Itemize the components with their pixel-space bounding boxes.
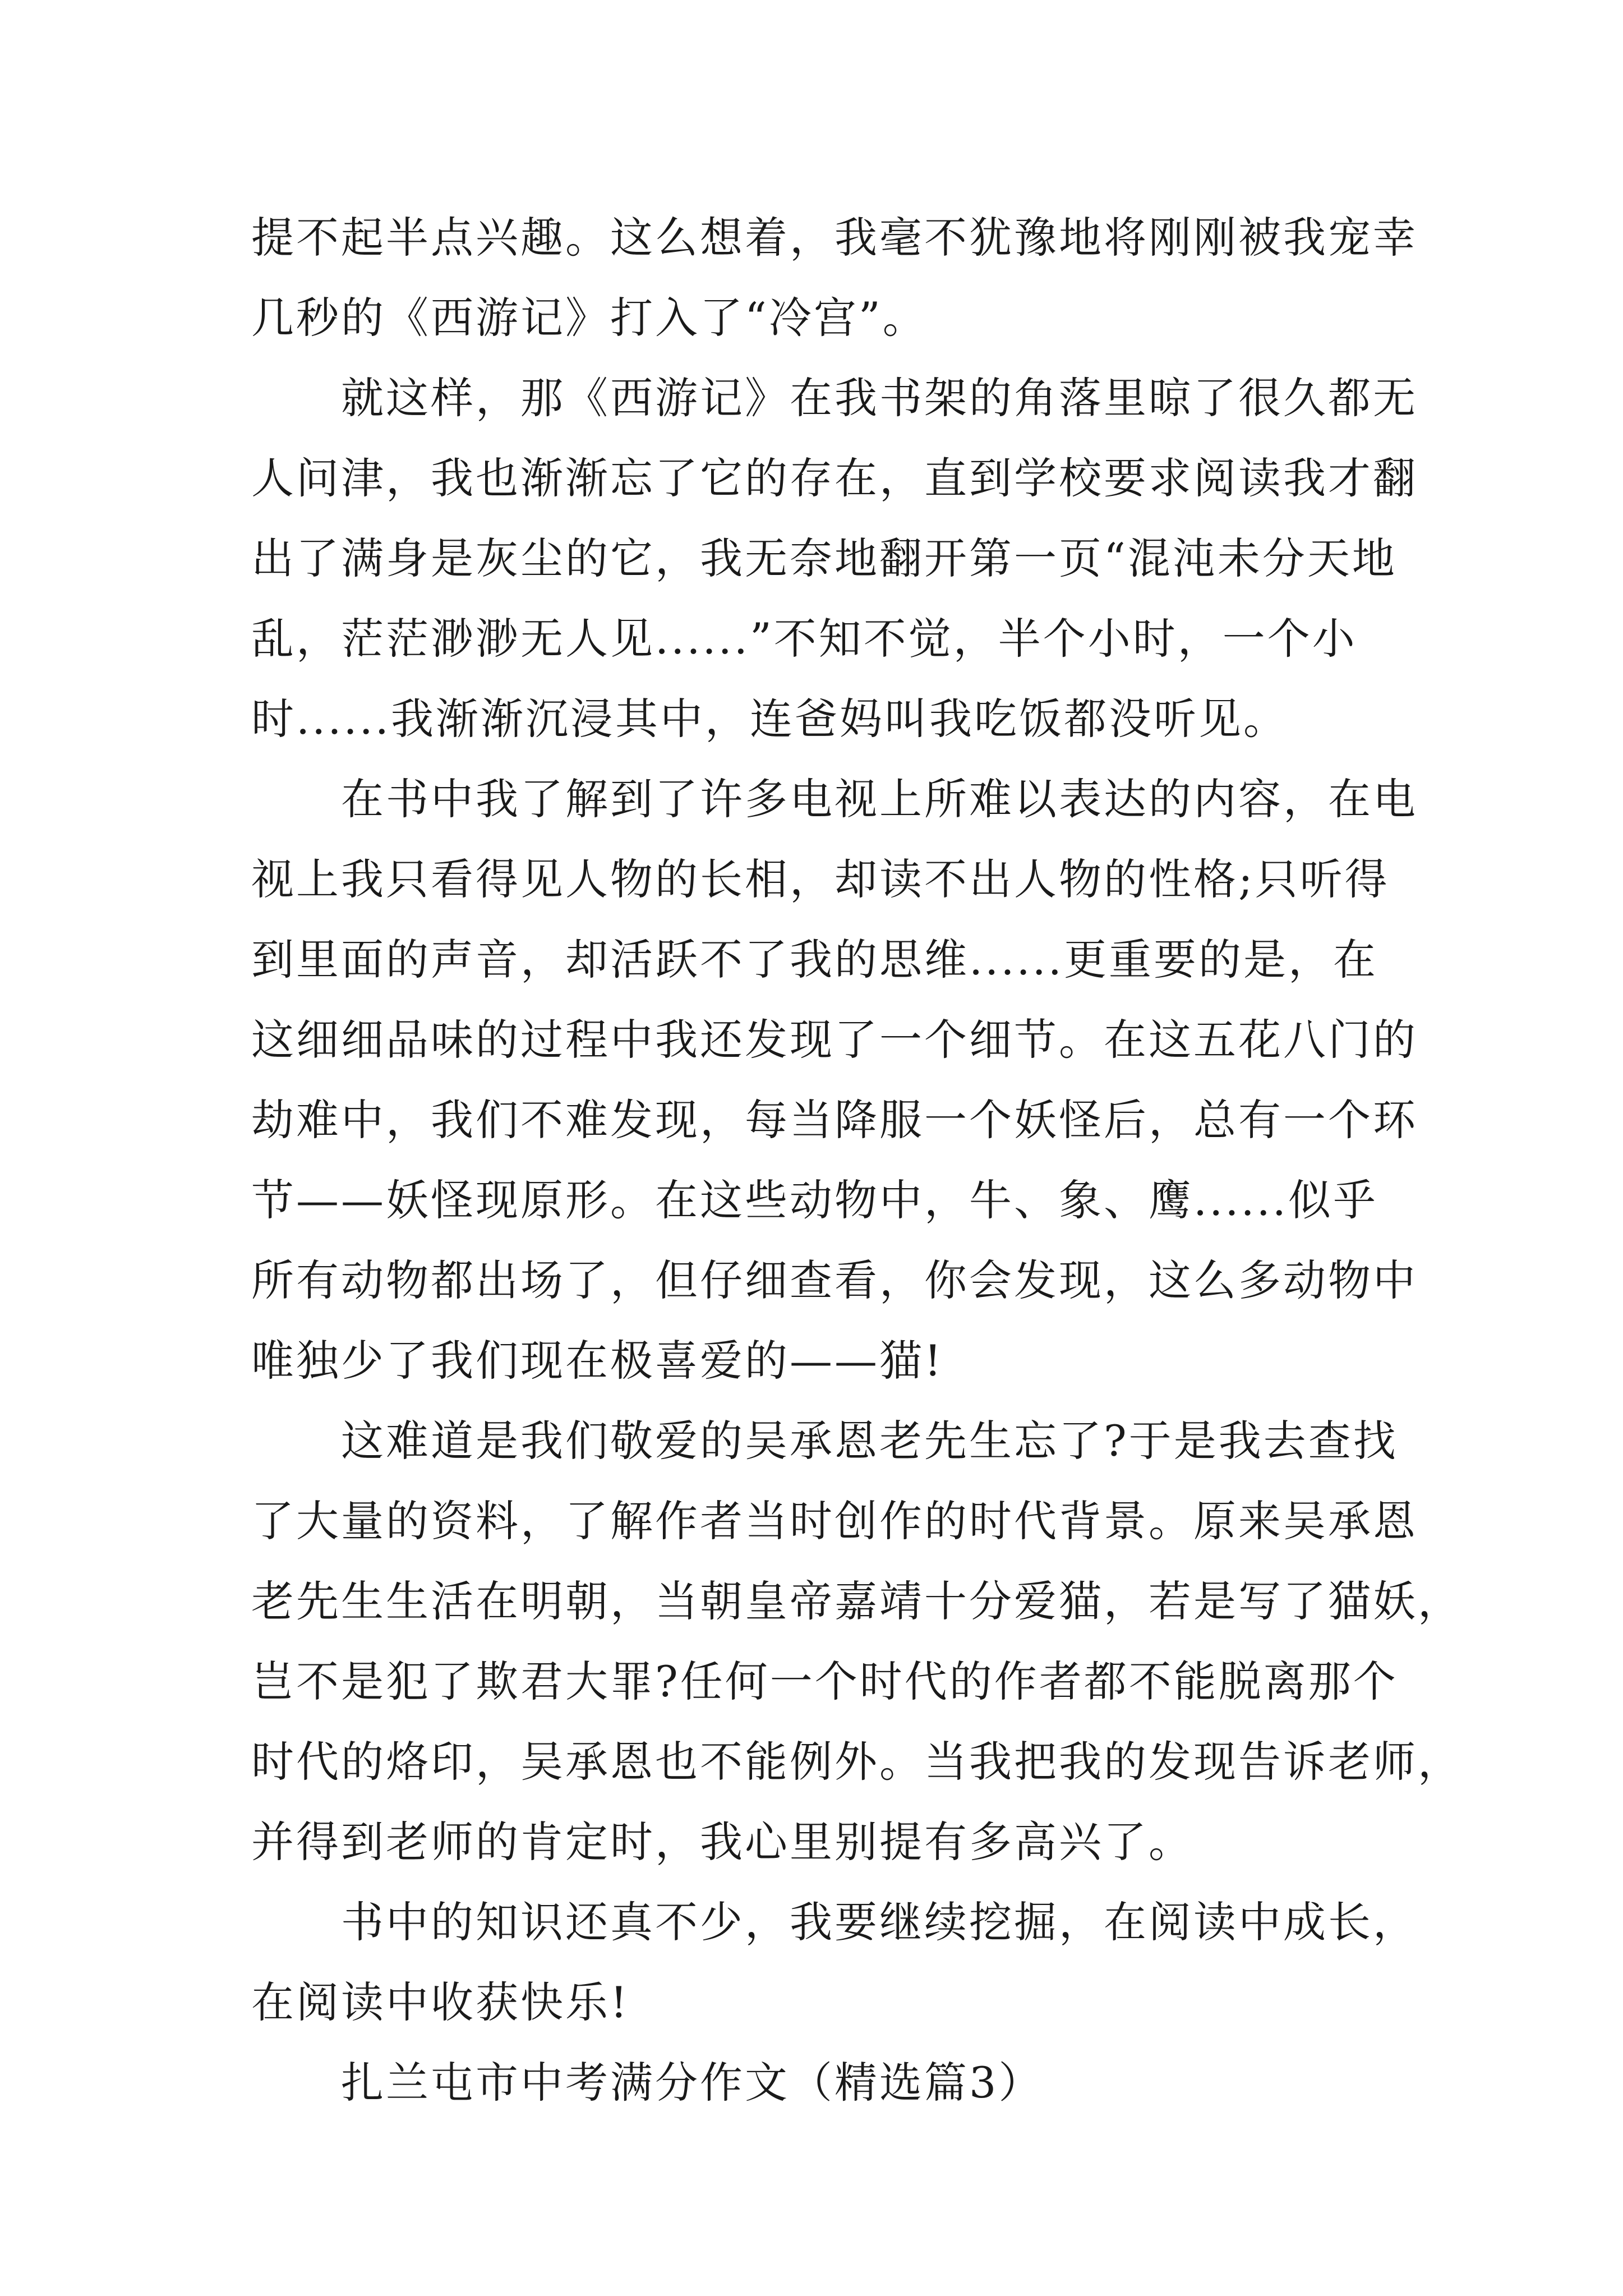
text-line: 并得到老师的肯定时，我心里别提有多高兴了。 (251, 1817, 1193, 1867)
text-line: 所有动物都出场了，但仔细查看，你会发现，这么多动物中 (251, 1255, 1418, 1305)
section-heading: 扎兰屯市中考满分作文（精选篇3） (251, 2058, 1044, 2108)
essay-body (251, 197, 1463, 2123)
text-line: 提不起半点兴趣。这么想着，我毫不犹豫地将刚刚被我宠幸 (251, 213, 1418, 263)
text-line: 老先生生活在明朝，当朝皇帝嘉靖十分爱猫，若是写了猫妖， (251, 1576, 1463, 1626)
text-line: 时......我渐渐沉浸其中，连爸妈叫我吃饭都没听见。 (251, 694, 1288, 744)
text-line: 节——妖怪现原形。在这些动物中，牛、象、鹰......似乎 (251, 1175, 1378, 1225)
text-line: 视上我只看得见人物的长相，却读不出人物的性格;只听得 (251, 854, 1390, 904)
text-line: 出了满身是灰尘的它，我无奈地翻开第一页“混沌未分天地 (251, 533, 1397, 583)
text-line: 在阅读中收获快乐! (251, 1977, 630, 2027)
text-line: 几秒的《西游记》打入了“冷宫”。 (251, 293, 928, 343)
text-line: 唯独少了我们现在极喜爱的——猫! (251, 1336, 944, 1386)
paragraph-start-line: 书中的知识还真不少，我要继续挖掘，在阅读中成长， (251, 1897, 1418, 1947)
text-line: 时代的烙印，吴承恩也不能例外。当我把我的发现告诉老师， (251, 1737, 1463, 1787)
text-line: 人问津，我也渐渐忘了它的存在，直到学校要求阅读我才翻 (251, 453, 1418, 503)
text-line: 乱，茫茫渺渺无人见......”不知不觉，半个小时，一个小 (251, 614, 1357, 664)
paragraph-start-line: 就这样，那《西游记》在我书架的角落里晾了很久都无 (251, 373, 1418, 423)
text-line: 这细细品味的过程中我还发现了一个细节。在这五花八门的 (251, 1015, 1418, 1065)
text-line: 劫难中，我们不难发现，每当降服一个妖怪后，总有一个环 (251, 1095, 1418, 1145)
text-line: 了大量的资料，了解作者当时创作的时代背景。原来吴承恩 (251, 1496, 1418, 1546)
text-line: 到里面的声音，却活跃不了我的思维......更重要的是，在 (251, 935, 1378, 984)
paragraph-start-line: 这难道是我们敬爱的吴承恩老先生忘了?于是我去查找 (251, 1416, 1398, 1466)
text-line: 岂不是犯了欺君大罪?任何一个时代的作者都不能脱离那个 (251, 1657, 1398, 1706)
paragraph-start-line: 在书中我了解到了许多电视上所难以表达的内容，在电 (251, 774, 1418, 824)
